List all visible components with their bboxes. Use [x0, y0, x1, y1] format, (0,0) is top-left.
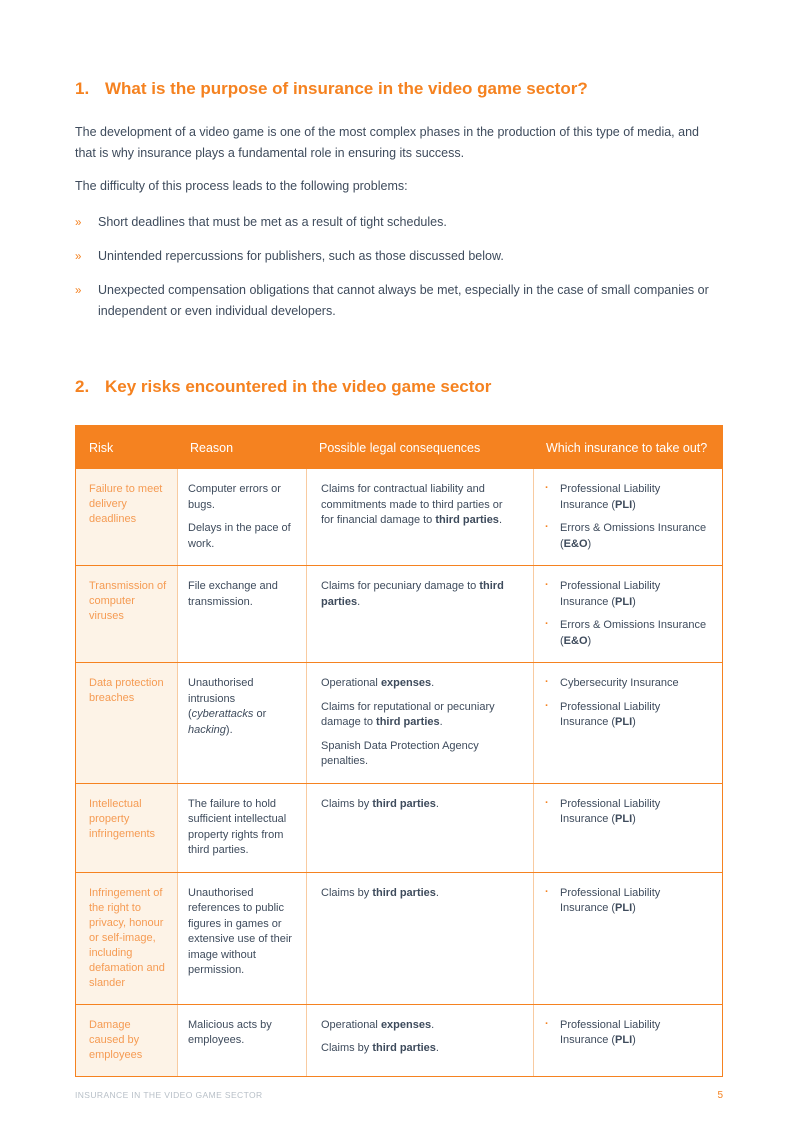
- bullet-marker: »: [75, 251, 82, 263]
- table-row: [76, 783, 722, 872]
- problems-list: [75, 212, 723, 322]
- column-header-reason: Reason: [190, 440, 234, 455]
- table-row: [76, 662, 722, 783]
- table-row: [76, 872, 722, 1004]
- section-1-heading: [75, 78, 723, 100]
- consequences-cell: Claims by third parties.: [306, 873, 533, 1004]
- consequences-cell: Claims by third parties.: [306, 784, 533, 872]
- reason-cell: File exchange and transmission.: [177, 566, 306, 662]
- consequences-cell: Claims for pecuniary damage to third parties.: [306, 566, 533, 662]
- list-item: [75, 246, 723, 268]
- table-row: [76, 565, 722, 662]
- page-number: 5: [717, 1090, 723, 1101]
- footer-document-title: INSURANCE IN THE VIDEO GAME SECTOR: [75, 1090, 263, 1100]
- paragraph-1: The development of a video game is one of the most complex phases in the production of this type of media, and that is why insurance plays a fundamental role in ensuring its success.: [75, 125, 699, 160]
- bullet-marker: »: [75, 217, 82, 229]
- insurance-cell: · Professional Liability Insurance (PLI) · Errors & Omissions Insurance (E&O): [533, 469, 722, 565]
- consequences-cell: Operational expenses. Claims for reputational or pecuniary damage to third parties. Spanish Data Protection Agency penalties.: [306, 663, 533, 783]
- section-2-number: 2.: [75, 377, 90, 396]
- reason-cell: Computer errors or bugs. Delays in the pace of work.: [177, 469, 306, 565]
- insurance-cell: · Professional Liability Insurance (PLI) · Errors & Omissions Insurance (E&O): [533, 566, 722, 662]
- insurance-cell: · Cybersecurity Insurance · Professional Liability Insurance (PLI): [533, 663, 722, 783]
- table-row: [76, 469, 722, 565]
- risk-cell: Damage caused by employees: [76, 1005, 177, 1076]
- section-1-body: [75, 122, 723, 197]
- section-2-heading: [75, 376, 723, 398]
- risk-cell: Failure to meet delivery deadlines: [76, 469, 177, 565]
- section-2-title: Key risks encountered in the video game sector: [105, 377, 492, 396]
- section-key-risks: [75, 376, 723, 1077]
- list-item-text: Unintended repercussions for publishers, such as those discussed below.: [98, 249, 504, 263]
- section-1-number: 1.: [75, 79, 90, 98]
- table-body: [76, 469, 722, 1076]
- section-1-title: What is the purpose of insurance in the video game sector?: [105, 79, 588, 98]
- consequences-cell: Operational expenses. Claims by third parties.: [306, 1005, 533, 1076]
- section-purpose: [75, 78, 723, 322]
- column-header-risk: Risk: [89, 440, 114, 455]
- insurance-cell: · Professional Liability Insurance (PLI): [533, 1005, 722, 1076]
- list-item-text: Short deadlines that must be met as a result of tight schedules.: [98, 215, 447, 229]
- risk-cell: Intellectual property infringements: [76, 784, 177, 872]
- reason-cell: Malicious acts by employees.: [177, 1005, 306, 1076]
- table-header-row: [76, 426, 722, 469]
- insurance-cell: · Professional Liability Insurance (PLI): [533, 784, 722, 872]
- risk-cell: Data protection breaches: [76, 663, 177, 783]
- reason-cell: Unauthorised references to public figures in games or extensive use of their image without permission.: [177, 873, 306, 1004]
- list-item: [75, 280, 723, 322]
- column-header-consequences: Possible legal consequences: [319, 440, 481, 455]
- page-footer: [75, 1090, 723, 1101]
- table-row: [76, 1004, 722, 1076]
- reason-cell: Unauthorised intrusions (cyberattacks or hacking).: [177, 663, 306, 783]
- bullet-marker: »: [75, 285, 82, 297]
- list-item: [75, 212, 723, 234]
- paragraph-2: The difficulty of this process leads to the following problems:: [75, 179, 408, 193]
- reason-cell: The failure to hold sufficient intellectual property rights from third parties.: [177, 784, 306, 872]
- risk-cell: Infringement of the right to privacy, honour or self-image, including defamation and slander: [76, 873, 177, 1004]
- risk-table: [75, 425, 723, 1077]
- risk-cell: Transmission of computer viruses: [76, 566, 177, 662]
- list-item-text: Unexpected compensation obligations that cannot always be met, especially in the case of small companies or independent or even individual developers.: [98, 283, 709, 318]
- insurance-cell: · Professional Liability Insurance (PLI): [533, 873, 722, 1004]
- column-header-insurance: Which insurance to take out?: [546, 440, 708, 455]
- consequences-cell: Claims for contractual liability and commitments made to third parties or for financial damage to third parties.: [306, 469, 533, 565]
